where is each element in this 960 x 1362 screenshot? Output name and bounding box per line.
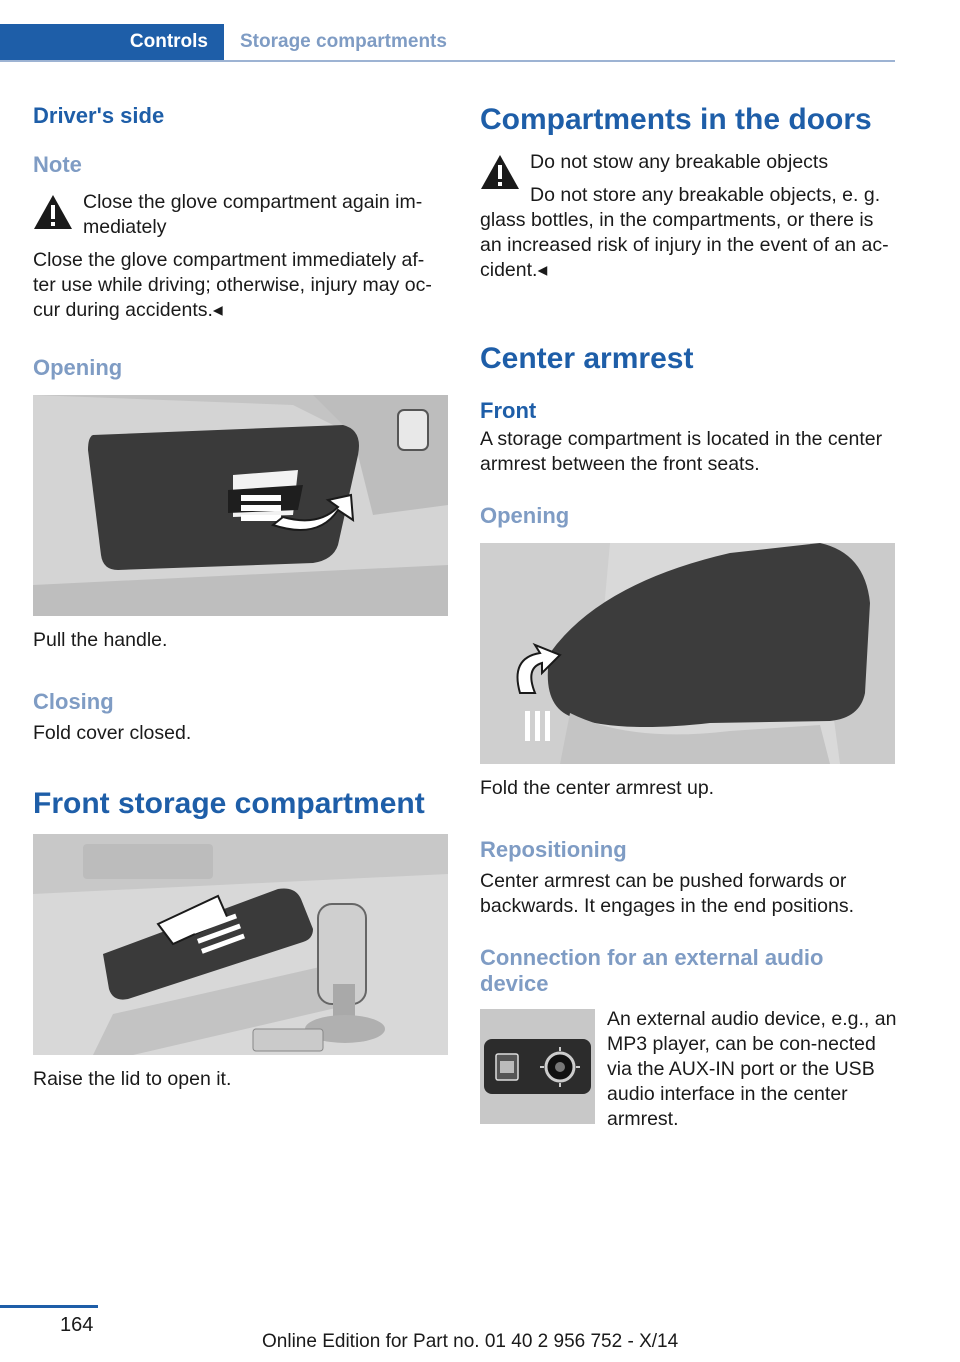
glove-box-figure: [33, 395, 448, 616]
right-column: [480, 96, 900, 1130]
opening-caption: Pull the handle.: [33, 629, 168, 651]
closing-body: Fold cover closed.: [33, 722, 192, 744]
note-body: Close the glove compartment immediately af-ter use while driving; otherwise, injury may oc-cur during accidents.◂: [33, 249, 432, 321]
armrest-figure: [480, 543, 895, 764]
armrest-opening-caption: Fold the center armrest up.: [480, 777, 715, 799]
opening-heading: Opening: [33, 355, 123, 380]
repositioning-heading: Repositioning: [480, 837, 627, 862]
header-rule: [0, 60, 895, 62]
page-number: 164: [60, 1314, 94, 1336]
doors-warning-title: Do not stow any breakable objects: [530, 151, 829, 173]
warning-icon: [480, 154, 520, 190]
page-header: [0, 24, 895, 62]
front-heading: Front: [480, 398, 537, 423]
drivers-side-heading: Driver's side: [33, 103, 165, 128]
front-storage-figure: [33, 834, 448, 1055]
glove-box-illustration: [33, 395, 448, 616]
doors-warning-body: Do not store any breakable objects, e. g. glass bottles, in the compartments, or there is an increased risk of injury in the event of an ac-cident.◂: [480, 184, 889, 281]
section-tab: Storage compartments: [240, 31, 447, 52]
front-storage-heading: Front storage compartment: [33, 787, 425, 820]
footer-bar: [0, 1305, 98, 1308]
note-title: Close the glove compartment again im-mediately: [83, 191, 423, 238]
note-heading: Note: [33, 152, 82, 177]
audio-body: An external audio device, e.g., an MP3 player, can be con-nected via the AUX-IN port or the USB audio interface in the center armrest.: [607, 1008, 897, 1130]
note-warning: [33, 190, 449, 240]
front-storage-caption: Raise the lid to open it.: [33, 1068, 232, 1090]
repositioning-body: Center armrest can be pushed forwards or backwards. It engages in the end positions.: [480, 870, 854, 917]
audio-heading: Connection for an external audio device: [480, 945, 824, 996]
chapter-tab: Controls: [0, 24, 224, 60]
doors-warning: [480, 150, 900, 175]
armrest-opening-heading: Opening: [480, 503, 570, 528]
armrest-illustration: [480, 543, 895, 764]
audio-port-figure: [480, 1009, 595, 1124]
left-column: [33, 96, 449, 1092]
front-body: A storage compartment is located in the center armrest between the front seats.: [480, 428, 883, 475]
closing-heading: Closing: [33, 689, 114, 714]
warning-icon: [33, 194, 73, 230]
audio-section: [480, 1007, 900, 1130]
doors-heading: Compartments in the doors: [480, 103, 872, 136]
armrest-heading: Center armrest: [480, 342, 694, 375]
front-storage-illustration: [33, 834, 448, 1055]
edition-text: Online Edition for Part no. 01 40 2 956 752 - X/14: [262, 1331, 679, 1352]
audio-port-illustration: [480, 1009, 595, 1124]
